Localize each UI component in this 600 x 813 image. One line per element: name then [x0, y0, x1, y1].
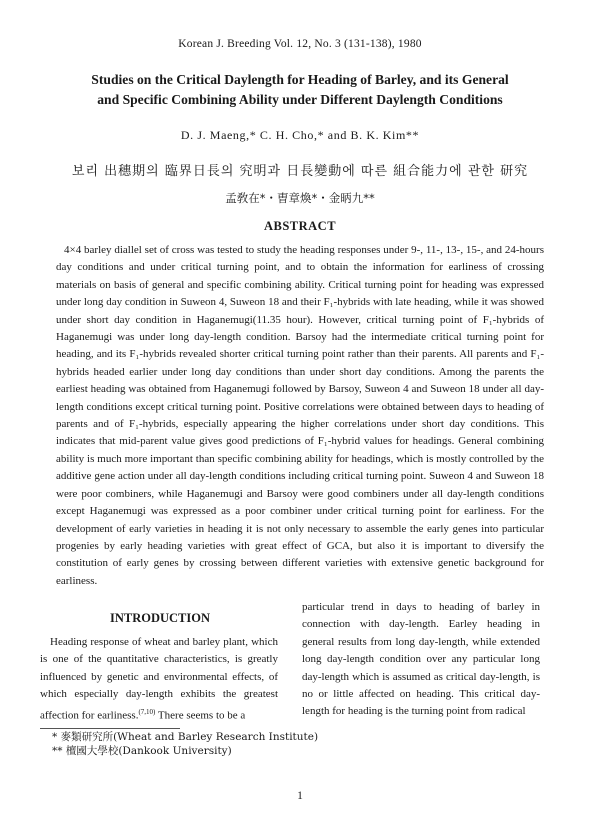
author-list: D. J. Maeng,* C. H. Cho,* and B. K. Kim** — [180, 128, 420, 142]
paper-title-line-2: and Specific Combining Ability under Different Daylength Conditions — [97, 92, 503, 107]
abstract-body: 4×4 barley diallel set of cross was tested to study the heading responses under 9-, 11-, 13-, 15-, and 24-hours day conditions and under critical turning point, and to obtain the information for earliness of crossing materials on basis of general and specific combining ability. Critical turning point for heading was expressed under long day condition in Suweon 4, Suweon 18 and their F₁-hybrids with late heading, while it was showed under short day condition in Haganemugi(11.35 hour). However, critical turning point of F₁-hybrids of Haganemugi was under long day-length condition. Barsoy had the intermediate critical turning point for heading, and its F₁-hybrids revealed shorter critical turning point rather than their parents. All parents and F₁-hybrids headed earlier under long day conditions than under short day conditions. Among the parents the earliest heading was obtained from Haganemugi followed by Barsoy, Suweon 4 and Suweon 18 under all day-length conditions except critical turning point. Positive correlations were obtained between days to heading of parents and of F₁-hybrids, especially appearing the higher correlations under short day conditions. This indicates that mid-parent value gives good predictions of F₁-hybrid values for headings. General combining ability is much more important than specific combining ability for headings, which is mostly controlled by the additive gene action under all day-length conditions including critical turning point. Suweon 4 and Suweon 18 were poor combiners, while Haganemugi and Barsoy were good combiners under all day-length conditions except Haganemugi was expressed as a poor combiner under critical turning point for earliness. For the development of early varieties in heading it is not only necessary to assemble the early genes into particular progenies by early heading varieties with great effect of GCA, but also it is important to diversify the constitution of early genes by crossing between different varieties with extensive genetic background for earliness. — [56, 244, 544, 587]
abstract-heading: ABSTRACT — [263, 219, 337, 233]
introduction-left-text: Heading response of wheat and barley plant, which is one of the quantitative characteristics, is greatly influenced by genetic and environmental effects, of which especially day-length exhibits the greatest affection for earliness. — [40, 636, 278, 722]
introduction-right-column: particular trend in days to heading of barley in connection with day-length. Earley heading in general results from long day-length, while extended long day-length condition over any particular long day-length which is assumed as critical day-length, is no or little affected on heading. This critical day-length for heading is the turning point from radical — [302, 601, 540, 718]
footnote-2: ** 檀國大學校(Dankook University) — [52, 745, 232, 757]
introduction-left-column — [40, 634, 278, 725]
introduction-left-tail: There seems to be a — [155, 709, 246, 722]
footnotes — [52, 730, 452, 758]
korean-author-list: 孟敎在*・曺章煥*・金昞九** — [225, 191, 375, 205]
page-number: 1 — [297, 790, 303, 802]
citation-reference: (7,10) — [138, 707, 156, 716]
journal-header: Korean J. Breeding Vol. 12, No. 3 (131-138), 1980 — [178, 38, 422, 50]
paper-title — [40, 70, 560, 110]
korean-title: 보리 出穗期의 臨界日長의 究明과 日長變動에 따른 組合能力에 관한 研究 — [71, 164, 529, 179]
introduction-heading: INTRODUCTION — [109, 611, 210, 625]
footnote-divider — [40, 728, 180, 729]
footnote-1: * 麥類研究所(Wheat and Barley Research Institute) — [52, 731, 319, 743]
paper-title-line-1: Studies on the Critical Daylength for Heading of Barley, and its General — [91, 72, 509, 87]
